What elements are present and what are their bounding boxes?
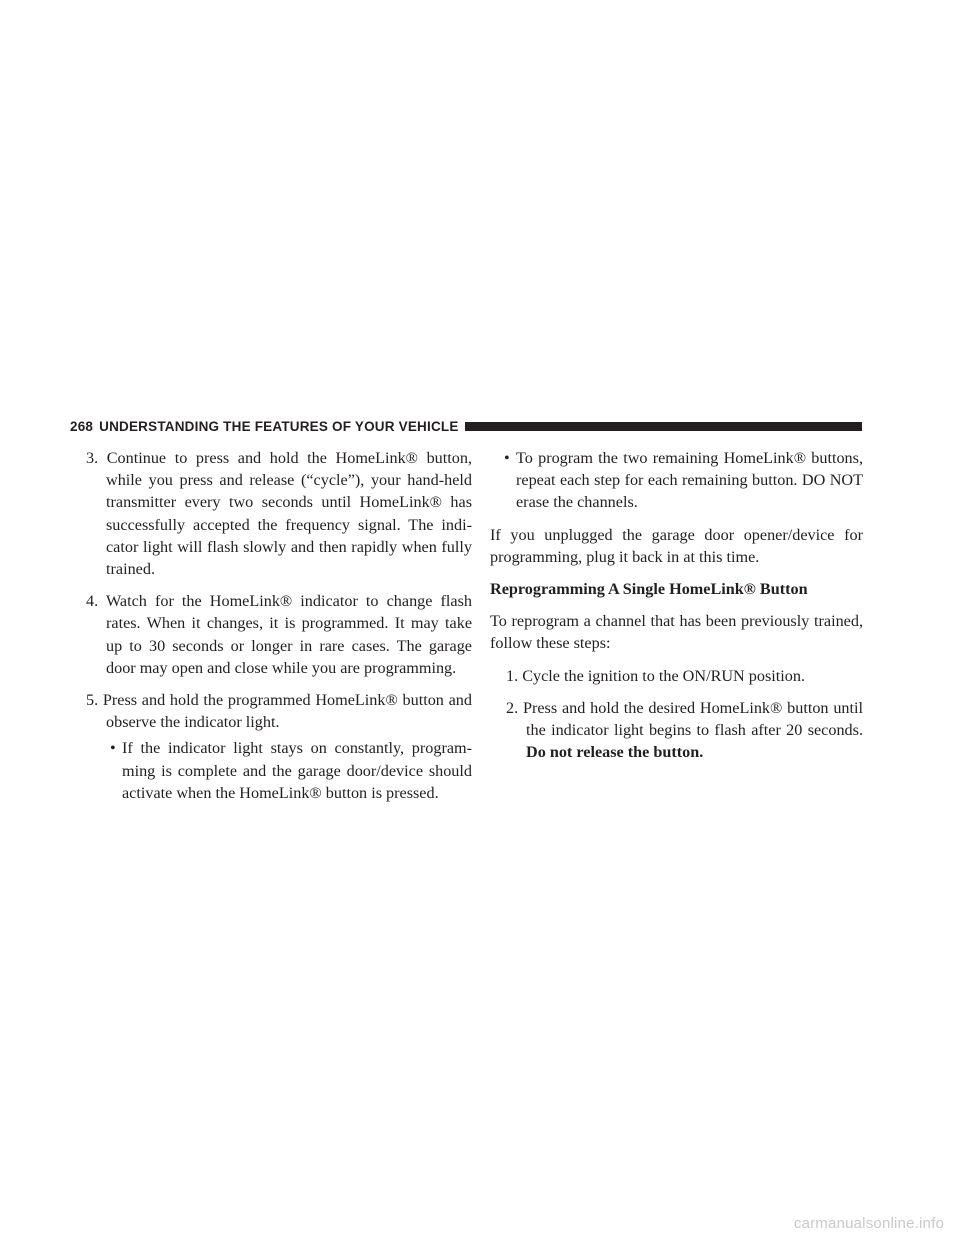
step-number: 3. [86,449,99,467]
step-text: Cycle the ignition to the ON/RUN position. [522,666,806,685]
bullet-text: To program the two remaining HomeLink® buttons, repeat each step for each remaining button. DO NOT erase the channels. [516,449,863,512]
subheading: Reprogramming A Single HomeLink® Button [490,580,808,599]
step-number: 1. [506,666,519,685]
step-3 [70,447,472,580]
paragraph: To reprogram a channel that has been previously trained, follow these steps: [490,612,863,653]
right-column [490,447,863,773]
step-number: 5. [86,691,99,710]
paragraph: If you unplugged the garage door opener/device for programming, plug it back in at this time. [490,525,863,566]
section-title: UNDERSTANDING THE FEATURES OF YOUR VEHICLE [99,418,459,434]
step-text: Watch for the HomeLink® indicator to change flash rates. When it changes, it is programmed. It may take up to 30 seconds or longer in rare cases. The garage door may open and close while you are programming. [105,592,472,677]
page-number: 268 [70,418,94,434]
step-number: 4. [86,592,99,611]
step-text: Press and hold the programmed HomeLink® button and observe the indicator light. [102,691,472,732]
left-column [70,447,472,814]
watermark: carmanualsonline.info [793,1215,944,1232]
bullet-text: If the indicator light stays on constantly, programming is complete and the garage door/device should activate when the HomeLink® button is pressed. [122,739,472,802]
step-number: 2. [506,698,519,717]
bullet-item [490,447,863,514]
header-rule [465,422,862,431]
step-4 [70,590,472,679]
step-5 [70,689,472,733]
step-text: Continue to press and hold the HomeLink® button, while you press and release (“cycle”), your hand-held transmitter every two seconds until HomeLink® has successfully accepted the frequency signal. The indicator light will flash slowly and then rapidly when fully trained. [106,449,472,579]
bullet-icon: • [504,449,510,467]
step-warning: Do not release the button. [526,743,704,762]
bullet-item [110,737,472,804]
bullet-icon: • [110,739,116,758]
step-2 [490,697,863,764]
step-1 [490,665,863,687]
step-text: Press and hold the desired HomeLink® button until the indicator light begins to flash after 20 seconds. [522,698,863,740]
page-header [70,416,862,436]
